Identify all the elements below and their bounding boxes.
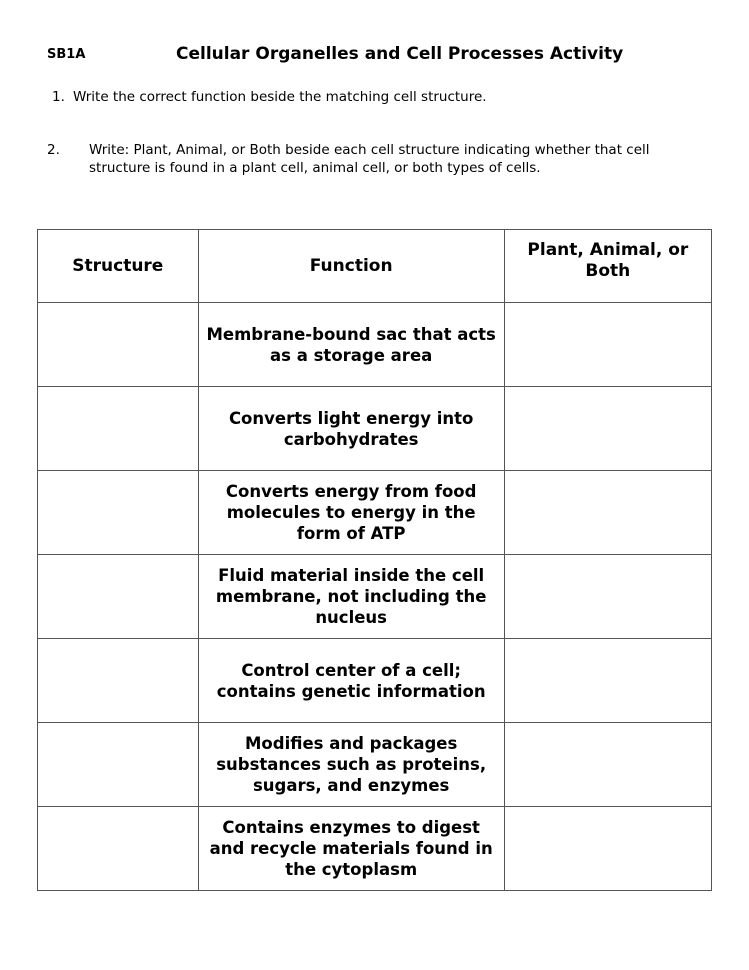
function-cell: Converts energy from food molecules to energy in the form of ATP [198, 471, 504, 555]
type-cell[interactable] [504, 471, 711, 555]
structure-cell[interactable] [38, 555, 199, 639]
type-cell[interactable] [504, 303, 711, 387]
worksheet-code: SB1A [47, 47, 86, 62]
structure-cell[interactable] [38, 387, 199, 471]
function-cell: Fluid material inside the cell membrane, not including the nucleus [198, 555, 504, 639]
structure-cell[interactable] [38, 723, 199, 807]
table-row [38, 639, 712, 723]
function-cell: Membrane-bound sac that acts as a storage area [198, 303, 504, 387]
column-header-plant-animal-both: Plant, Animal, or Both [504, 230, 711, 303]
table-row [38, 303, 712, 387]
instruction-number: 1. [52, 89, 65, 105]
type-cell[interactable] [504, 807, 711, 891]
table-row [38, 387, 712, 471]
instruction-text: Write: Plant, Animal, or Both beside each cell structure indicating whether that cell structure is found in a plant cell, animal cell, or both types of cells. [89, 142, 650, 176]
structure-cell[interactable] [38, 639, 199, 723]
page-title: Cellular Organelles and Cell Processes Activity [176, 44, 624, 64]
instruction-1 [52, 88, 692, 106]
type-cell[interactable] [504, 387, 711, 471]
type-cell[interactable] [504, 723, 711, 807]
structure-cell[interactable] [38, 471, 199, 555]
function-cell: Modifies and packages substances such as proteins, sugars, and enzymes [198, 723, 504, 807]
structure-cell[interactable] [38, 807, 199, 891]
instruction-text: Write the correct function beside the matching cell structure. [73, 89, 487, 105]
table-header-row [38, 230, 712, 303]
table-row [38, 471, 712, 555]
type-cell[interactable] [504, 555, 711, 639]
type-cell[interactable] [504, 639, 711, 723]
column-header-function: Function [198, 230, 504, 303]
instruction-2 [47, 141, 692, 177]
instruction-number: 2. [47, 142, 60, 158]
table-row [38, 807, 712, 891]
column-header-structure: Structure [38, 230, 199, 303]
function-cell: Contains enzymes to digest and recycle materials found in the cytoplasm [198, 807, 504, 891]
structure-cell[interactable] [38, 303, 199, 387]
table-row [38, 555, 712, 639]
table-row [38, 723, 712, 807]
organelle-table [37, 229, 712, 891]
function-cell: Converts light energy into carbohydrates [198, 387, 504, 471]
function-cell: Control center of a cell; contains genetic information [198, 639, 504, 723]
